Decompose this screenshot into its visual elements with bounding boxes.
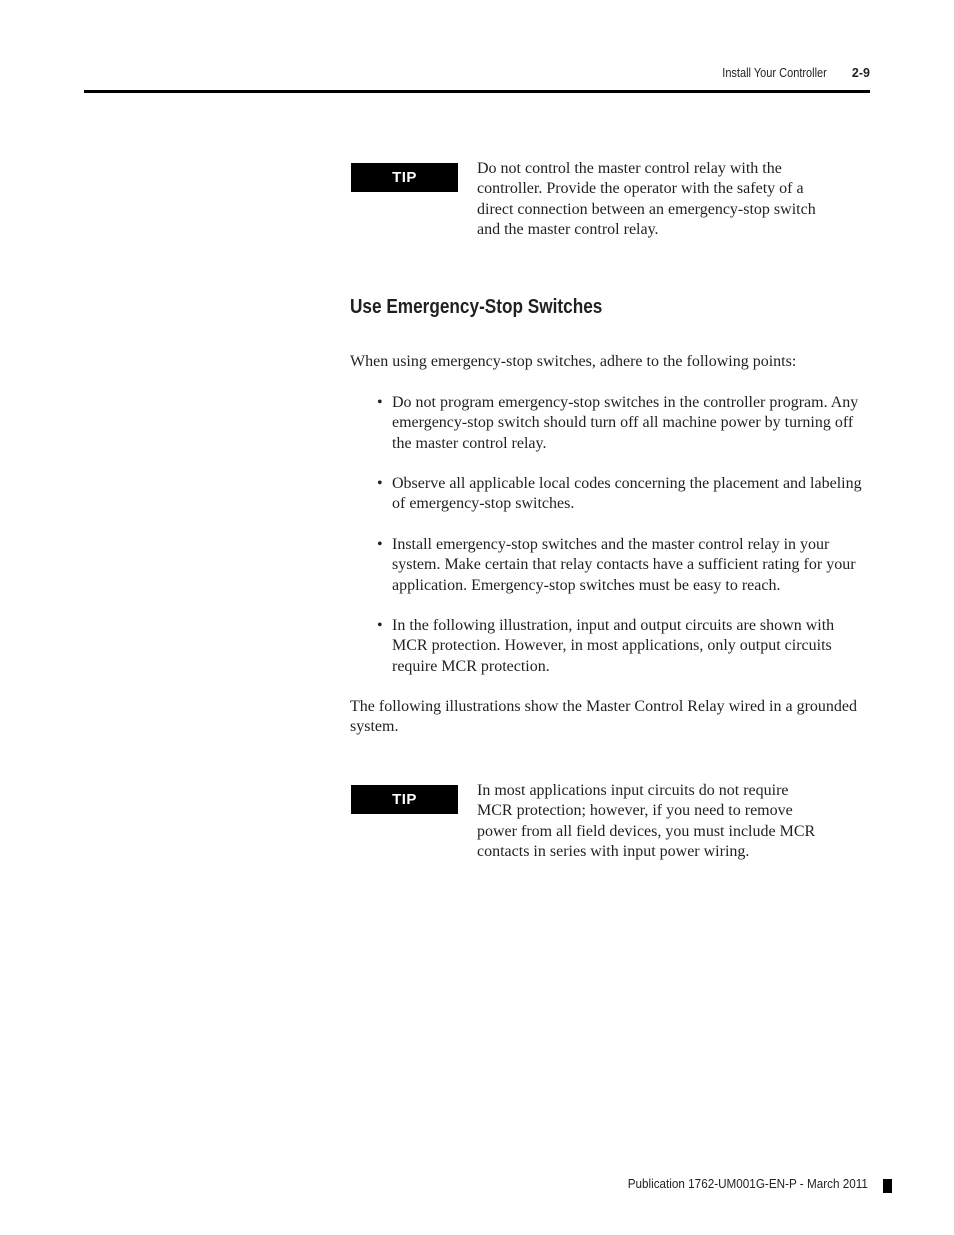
bullet-icon: • bbox=[377, 475, 383, 492]
tip-badge: TIP bbox=[351, 163, 458, 192]
tip-badge: TIP bbox=[351, 785, 458, 814]
header-title: Install Your Controller bbox=[722, 66, 827, 80]
section-heading: Use Emergency-Stop Switches bbox=[350, 296, 603, 318]
list-item bbox=[377, 616, 871, 677]
tip-text: Do not control the master control relay with the controller. Provide the operator with the safety of a direct connection between an emergency-stop switch and the master control relay. bbox=[477, 160, 816, 239]
tip-text: In most applications input circuits do not require MCR protection; however, if you need to remove power from all field devices, you must include MCR contacts in series with input power wiring. bbox=[477, 782, 816, 861]
list-item bbox=[377, 393, 871, 454]
list-item-text: Install emergency-stop switches and the master control relay in your system. Make certain that relay contacts have a sufficient rating for your application. Emergency-stop switches must be easy to reach. bbox=[392, 536, 856, 594]
page-header bbox=[84, 64, 870, 93]
bullet-icon: • bbox=[377, 394, 383, 411]
bullet-icon: • bbox=[377, 617, 383, 634]
list-item-text: Observe all applicable local codes concerning the placement and labeling of emergency-stop switches. bbox=[392, 475, 862, 513]
bullet-icon: • bbox=[377, 536, 383, 553]
page-number: 2-9 bbox=[851, 66, 870, 80]
list-item bbox=[377, 535, 871, 596]
publication-footer: Publication 1762-UM001G-EN-P - March 2011 bbox=[627, 1176, 868, 1191]
list-item bbox=[377, 474, 871, 515]
intro-paragraph: When using emergency-stop switches, adhere to the following points: bbox=[350, 353, 797, 370]
list-item-text: Do not program emergency-stop switches in the controller program. Any emergency-stop switch should turn off all machine power by turning off the master control relay. bbox=[392, 394, 859, 452]
list-item-text: In the following illustration, input and output circuits are shown with MCR protection. However, in most applications, only output circuits require MCR protection. bbox=[392, 617, 835, 675]
page-edge-marker bbox=[883, 1179, 892, 1193]
closing-paragraph: The following illustrations show the Master Control Relay wired in a grounded system. bbox=[350, 698, 858, 736]
